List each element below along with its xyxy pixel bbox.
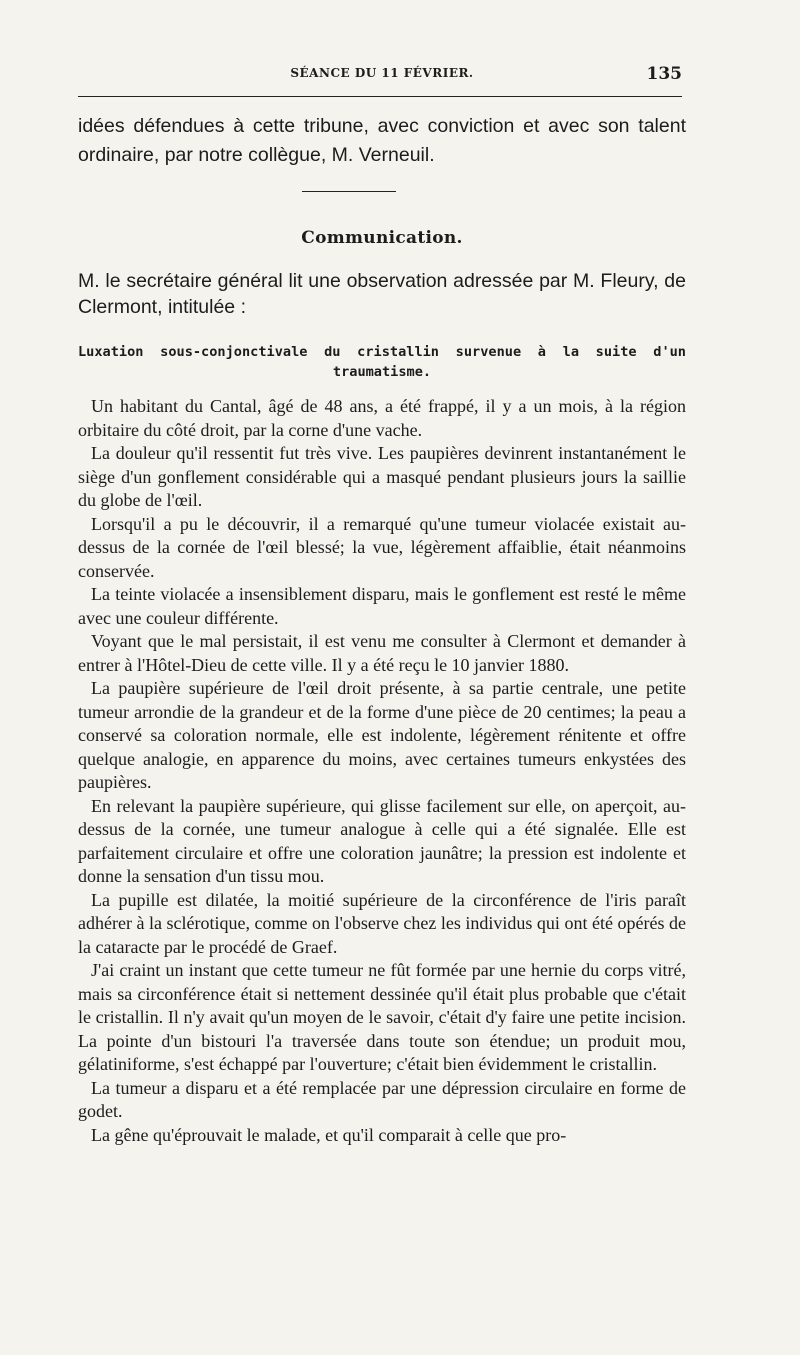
paragraph: La douleur qu'il ressentit fut très vive. Les paupières devinrent instantanément le siège d'un gonflement considérable qui a masqué pendant plusieurs jours la saillie du globe de l'œil. [78,443,686,510]
paragraph: La gêne qu'éprouvait le malade, et qu'il comparait à celle que pro- [91,1124,567,1145]
header-rule [78,96,682,97]
observation-body [78,395,686,1147]
paragraph: En relevant la paupière supérieure, qui glisse facilement sur elle, on aperçoit, au-dessus de la cornée, une tumeur analogue à celle qui a été signalée. Elle est parfaitement circulaire et offre une coloration jaunâtre; la pression est indolente et donne la sensation d'un tissu mou. [78,795,686,886]
paragraph: J'ai craint un instant que cette tumeur ne fût formée par une hernie du corps vitré, mais sa circonférence était si nettement dessinée qu'il était plus probable que c'était le cristallin. Il n'y avait qu'un moyen de le savoir, c'était d'y faire une petite incision. La pointe d'un bistouri l'a traversée dans toute son étendue; un produit mou, gélatiniforme, s'est échappé par l'ouverture; c'était bien évidemment le cristallin. [78,960,686,1074]
running-header [78,64,686,84]
book-page [78,0,686,1355]
running-title: SÉANCE DU 11 FÉVRIER. [290,66,474,80]
page-number: 135 [646,64,682,84]
intro-paragraph: idées défendues à cette tribune, avec conviction et avec son talent ordinaire, par notre collègue, M. Verneuil. [78,115,686,166]
paragraph: La pupille est dilatée, la moitié supérieure de la circonférence de l'iris paraît adhérer à la sclérotique, comme on l'observe chez les individus qui ont été opérés de la cataracte par le procédé de Graef. [78,889,686,957]
section-divider [302,191,396,192]
paragraph: La teinte violacée a insensiblement disparu, mais le gonflement est resté le même avec une couleur différente. [78,584,686,628]
paragraph: Un habitant du Cantal, âgé de 48 ans, a été frappé, il y a un mois, à la région orbitaire du côté droit, par la corne d'une vache. [78,396,686,440]
paragraph: La tumeur a disparu et a été remplacée par une dépression circulaire en forme de godet. [78,1077,686,1121]
article-title-line-1: Luxation sous-conjonctivale du cristallin survenue à la suite d'un [78,344,686,360]
paragraph: Voyant que le mal persistait, il est venu me consulter à Clermont et demander à entrer à l'Hôtel-Dieu de cette ville. Il y a été reçu le 10 janvier 1880. [78,631,686,675]
article-title [78,342,686,382]
article-title-line-2: traumatisme. [332,364,432,380]
section-title: Communication. [301,228,463,248]
paragraph: La paupière supérieure de l'œil droit présente, à sa partie centrale, une petite tumeur arrondie de la grandeur et de la forme d'une pièce de 20 centimes; la peau a conservé sa coloration normale, elle est indolente, légèrement rénitente et offre quelque analogie, en apparence du moins, avec certaines tumeurs enkystées des paupières. [78,678,686,792]
paragraph: Lorsqu'il a pu le découvrir, il a remarqué qu'une tumeur violacée existait au-dessus de la cornée de l'œil blessé; la vue, légèrement affaiblie, était néanmoins conservée. [78,513,686,581]
announcement-paragraph: M. le secrétaire général lit une observation adressée par M. Fleury, de Clermont, intitulée : [78,270,686,318]
